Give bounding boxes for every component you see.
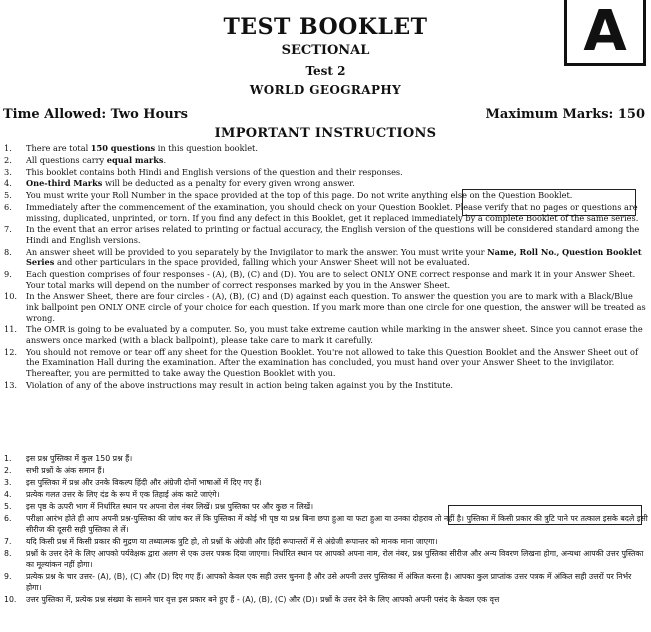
hindi-instruction-item-number: 9. — [4, 571, 12, 581]
english-instruction-item — [4, 324, 648, 345]
hindi-instruction-item — [4, 454, 648, 465]
hindi-instruction-item-number: 10. — [4, 594, 17, 604]
english-instruction-item-text: One-third Marks will be deducted as a penalty for every given wrong answer. — [26, 178, 355, 189]
english-instruction-item-text: The OMR is going to be evaluated by a computer. So, you must take extreme caution while marking in the answer sheet. Since you cannot erase the answers once marked (with a black ballpoint), please take care to mark it carefully. — [26, 324, 643, 345]
hindi-instruction-item — [4, 572, 648, 593]
series-letter-box — [564, 0, 646, 66]
english-instruction-item-text: This booklet contains both Hindi and English versions of the question and their responses. — [26, 166, 403, 177]
hindi-instruction-item — [4, 466, 648, 477]
hindi-instruction-item — [4, 537, 648, 548]
hindi-instruction-item-text: इस पुस्तिका में प्रश्न और उनके विकल्प हिंदी और अंग्रेजी दोनों भाषाओं में दिए गए हैं। — [26, 478, 262, 488]
english-instruction-item — [4, 291, 648, 323]
english-instruction-item-text: Immediately after the commencement of the examination, you should check on your Question Booklet. Please verify that no pages or questions are missing, duplicated, unprinted, or torn. If you find any defect in this Booklet, get it replaced immediately by a complete Booklet of the same series. — [26, 201, 639, 223]
maximum-marks: Maximum Marks: 150 — [485, 107, 645, 122]
test-number: Test 2 — [305, 64, 346, 78]
hindi-instruction-item-number: 1. — [4, 454, 12, 463]
hindi-instruction-item-text: प्रत्येक गलत उत्तर के लिए दंड के रूप में एक तिहाई अंक काटे जाएंगे। — [26, 490, 220, 500]
hindi-instruction-item-number: 8. — [4, 549, 12, 559]
english-instruction-item-number: 8. — [4, 246, 12, 257]
english-instruction-item-number: 1. — [4, 143, 12, 153]
hindi-instruction-item — [4, 490, 648, 501]
hindi-instruction-item-text: प्रश्नों के उत्तर देने के लिए आपको पर्यवेक्षक द्वारा अलग से एक उत्तर पत्रक दिया जाएगा। निर्धारित स्थान पर आपको अपना नाम, रोल नंबर, प्रश्न पुस्तिका सीरीज और अन्य विवरण लिखना होगा, अन्यथा आपकी उत्तर पुस्तिका का मूल्यांकन नहीं होगा। — [26, 549, 644, 569]
english-instruction-item — [4, 224, 648, 245]
english-instruction-item — [4, 155, 648, 166]
hindi-instruction-item-number: 7. — [4, 537, 12, 547]
hindi-instruction-item-text: उत्तर पुस्तिका में, प्रत्येक प्रश्न संख्या के सामने चार वृत्त इस प्रकार बने हुए हैं - (A), (B), (C) और (D)। प्रश्नों के उत्तर देने के लिए आपको अपनी पसंद के केवल एक वृत्त — [26, 594, 500, 604]
english-instruction-item — [4, 190, 648, 201]
english-instruction-item-number: 3. — [4, 166, 12, 177]
hindi-instruction-item — [4, 549, 648, 570]
hindi-instruction-item — [4, 502, 648, 513]
english-instruction-item-number: 10. — [4, 291, 18, 302]
english-instruction-item-text: Each question comprises of four responses - (A), (B), (C) and (D). You are to select ONLY ONE correct response and mark it in your Answer Sheet. Your total marks will depend on the number of correct responses marked by you in the Answer Sheet. — [26, 269, 636, 290]
english-instruction-item-number: 12. — [4, 346, 18, 357]
hindi-instruction-item-text: यदि किसी प्रश्न में किसी प्रकार की मुद्रण या तथ्यात्मक त्रुटि हो, तो प्रश्नों के अंग्रेजी और हिंदी रूपान्तरों में से अंग्रेजी रूपान्तर को मानक माना जाएगा। — [26, 537, 438, 547]
english-instruction-item — [4, 269, 648, 290]
booklet-title: TEST BOOKLET — [223, 14, 428, 40]
english-instruction-item-number: 11. — [4, 324, 18, 335]
hindi-instruction-item-text: इस पृष्ठ के ऊपरी भाग में निर्धारित स्थान पर अपना रोल नंबर लिखें। प्रश्न पुस्तिका पर और कुछ न लिखें। — [26, 502, 314, 512]
english-instruction-item — [4, 202, 648, 223]
hindi-instruction-item — [4, 478, 648, 489]
english-instruction-item-number: 4. — [4, 178, 12, 189]
english-instruction-item — [4, 178, 648, 189]
english-instruction-item — [4, 380, 648, 391]
hindi-instruction-item-number: 3. — [4, 478, 12, 488]
english-instruction-item-text: You should not remove or tear off any sheet for the Question Booklet. You're not allowed to take this Question Booklet and the Answer Sheet out of the Examination Hall during the examination. After the examination has concluded, you must hand over your Answer Sheet to the invigilator. Thereafter, you are permitted to take away the Question Booklet with you. — [26, 346, 639, 378]
hindi-instruction-item-number: 2. — [4, 466, 12, 476]
english-instruction-item-number: 7. — [4, 224, 12, 235]
english-instruction-item-number: 2. — [4, 154, 12, 165]
hindi-instruction-item-number: 4. — [4, 490, 12, 500]
series-letter: A — [583, 0, 627, 64]
hindi-instruction-item-text: सभी प्रश्नों के अंक समान हैं। — [26, 466, 105, 476]
hindi-instruction-item-number: 6. — [4, 514, 12, 524]
english-instruction-item-number: 5. — [4, 190, 12, 201]
booklet-subtitle: SECTIONAL — [281, 43, 370, 58]
hindi-instruction-item-text: इस प्रश्न पुस्तिका में कुल 150 प्रश्न हैं। — [26, 454, 133, 463]
english-instruction-item-number: 6. — [4, 201, 12, 212]
instructions-heading: IMPORTANT INSTRUCTIONS — [214, 126, 437, 141]
english-instruction-item-text: Violation of any of the above instructions may result in action being taken against you by the Institute. — [26, 379, 454, 390]
hindi-instruction-item-number: 5. — [4, 502, 12, 512]
english-instruction-item-text: You must write your Roll Number in the space provided at the top of this page. Do not write anything else on the Question Booklet. — [26, 190, 573, 201]
english-instruction-item-text: In the Answer Sheet, there are four circles - (A), (B), (C) and (D) against each question. To answer the question you are to mark with a Black/Blue ink ballpoint pen ONLY ONE circle of your choice for each question. If you mark more than one circle for one question, the answer will be treated as wrong. — [26, 291, 646, 323]
english-instruction-item-number: 13. — [4, 379, 18, 390]
subject-title: WORLD GEOGRAPHY — [249, 83, 402, 97]
english-instruction-item-text: In the event that an error arises related to printing or factual accuracy, the English version of the questions will be considered standard among the Hindi and English versions. — [26, 224, 640, 245]
hindi-instruction-item-text: प्रत्येक प्रश्न के चार उत्तर- (A), (B), (C) और (D) दिए गए हैं। आपको केवल एक सही उत्तर चुनना है और उसे अपनी उत्तर पुस्तिका में अंकित करना है। आपका कुल प्राप्तांक उत्तर पत्रक में अंकित सही उत्तरों पर निर्भर होगा। — [26, 571, 632, 592]
time-allowed: Time Allowed: Two Hours — [3, 107, 188, 122]
hindi-instruction-item — [4, 514, 648, 535]
english-instruction-item — [4, 247, 648, 268]
english-instruction-item-text: An answer sheet will be provided to you separately by the Invigilator to mark the answer. You must write your Name, Roll No., Question Booklet Series and other particulars in the space provided, falling which your Answer Sheet will not be evaluated. — [26, 246, 642, 268]
english-instruction-item-text: All questions carry equal marks. — [26, 154, 167, 165]
english-instruction-item — [4, 347, 648, 379]
english-instructions-list — [4, 143, 648, 392]
english-instruction-item — [4, 143, 648, 154]
english-instruction-item — [4, 167, 648, 178]
english-instruction-item-number: 9. — [4, 269, 12, 280]
hindi-instruction-item-text: परीक्षा आरंभ होते ही आप अपनी प्रश्न-पुस्तिका की जांच कर लें कि पुस्तिका में कोई भी पृष्ठ या प्रश्न बिना छपा हुआ या फटा हुआ या उनका दोहराव तो नहीं है। पुस्तिका में किसी प्रकार की त्रुटि पाने पर तत्काल इसके बदले इसी सीरीज की दूसरी सही पुस्तिका ले लें। — [26, 514, 648, 535]
english-instruction-item-text: There are total 150 questions in this question booklet. — [26, 143, 258, 153]
hindi-instructions-list — [4, 454, 648, 607]
hindi-instruction-item — [4, 595, 648, 606]
